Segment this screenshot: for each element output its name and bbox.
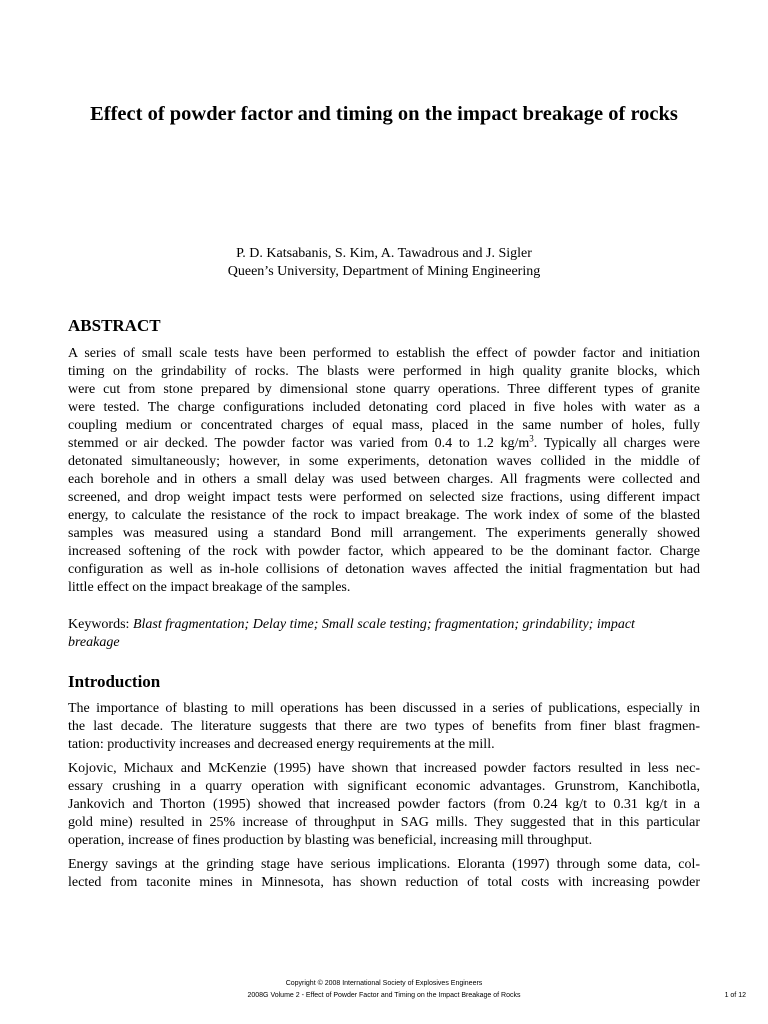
intro-paragraph-3 [68, 856, 700, 892]
abstract-line: little effect on the impact breakage of the samples. [68, 580, 351, 595]
abstract-line: were tested. The charge configurations included detonating cord placed in five holes with water as a [68, 400, 700, 415]
intro-line: Energy savings at the grinding stage have serious implications. Eloranta (1997) through some data, col- [68, 857, 700, 872]
intro-paragraph-1 [68, 700, 700, 754]
intro-line: operation, increase of fines production by blasting was beneficial, increasing mill throughput. [68, 833, 593, 848]
abstract-line: energy, to calculate the resistance of the rock to impact breakage. The work index of some of the blasted [68, 508, 700, 523]
footer-page-number: 1 of 12 [724, 992, 746, 999]
abstract-line-text: stemmed or air decked. The powder factor was varied from 0.4 to 1.2 kg/m [68, 436, 530, 451]
intro-line: The importance of blasting to mill operations has been discussed in a series of publications, especially in [68, 701, 700, 716]
keywords-text: Blast fragmentation; Delay time; Small scale testing; fragmentation; grindability; impact [132, 617, 635, 632]
intro-line: tation: productivity increases and decreased energy requirements at the mill. [68, 737, 495, 752]
abstract-line: samples was measured using a standard Bond mill arrangement. The experiments generally showed [68, 526, 700, 541]
abstract-line: coupling medium or concentrated charges of equal mass, placed in the same number of holes, fully [68, 418, 700, 433]
author-affiliation: Queen’s University, Department of Mining Engineering [227, 264, 541, 279]
keywords-block [68, 616, 700, 652]
abstract-line-powder-factor [68, 435, 700, 453]
introduction-heading: Introduction [68, 672, 161, 691]
intro-paragraph-2 [68, 760, 700, 850]
abstract-line: timing on the grindability of rocks. The blasts were performed in high quality granite blocks, which [68, 364, 700, 379]
intro-line: Jankovich and Thorton (1995) showed that increased powder factors (from 0.24 kg/t to 0.31 kg/t in a [68, 797, 700, 812]
keywords-line [68, 616, 700, 634]
keywords-label: Keywords: [68, 617, 133, 632]
footer-volume-info: 2008G Volume 2 - Effect of Powder Factor and Timing on the Impact Breakage of Rocks [247, 992, 521, 999]
abstract-line: each borehole and in others a small delay was used between charges. All fragments were collected and [68, 472, 700, 487]
intro-line: the last decade. The literature suggests that there are two types of benefits from finer blast fragmen- [68, 719, 700, 734]
intro-line: essary crushing in a quarry operation with significant economic advantages. Grunstrom, Kanchibotla, [68, 779, 700, 794]
author-list: P. D. Katsabanis, S. Kim, A. Tawadrous and J. Sigler [236, 246, 532, 261]
abstract-line-tail: . Typically all charges were [533, 436, 700, 451]
abstract-line: configuration as well as in-hole collisions of detonation waves affected the initial fragmentation but had [68, 562, 700, 577]
abstract-body [68, 345, 700, 597]
intro-line: Kojovic, Michaux and McKenzie (1995) have shown that increased powder factors resulted in less nec- [68, 761, 700, 776]
abstract-line: increased softening of the rock with powder factor, which appeared to be the dominant factor. Charge [68, 544, 700, 559]
paper-title-text: Effect of powder factor and timing on the impact breakage of rocks [90, 103, 678, 125]
intro-line: lected from taconite mines in Minnesota, has shown reduction of total costs with increasing powder [68, 875, 700, 890]
intro-line: gold mine) resulted in 25% increase of throughput in SAG mills. They suggested that in this particular [68, 815, 700, 830]
footer-copyright: Copyright © 2008 International Society of Explosives Engineers [285, 980, 483, 987]
abstract-line: detonated simultaneously; however, in some experiments, detonation waves collided in the middle of [68, 454, 700, 469]
abstract-heading: ABSTRACT [68, 316, 161, 335]
abstract-line: screened, and drop weight impact tests were performed on selected size fractions, using different impact [68, 490, 700, 505]
keywords-text-continued: breakage [68, 635, 120, 650]
unit-superscript: 3 [529, 433, 534, 444]
paper-title [68, 101, 700, 128]
abstract-line: A series of small scale tests have been performed to establish the effect of powder factor and initiation [68, 346, 700, 361]
abstract-line: were cut from stone prepared by dimensional stone quarry operations. Three different types of granite [68, 382, 700, 397]
